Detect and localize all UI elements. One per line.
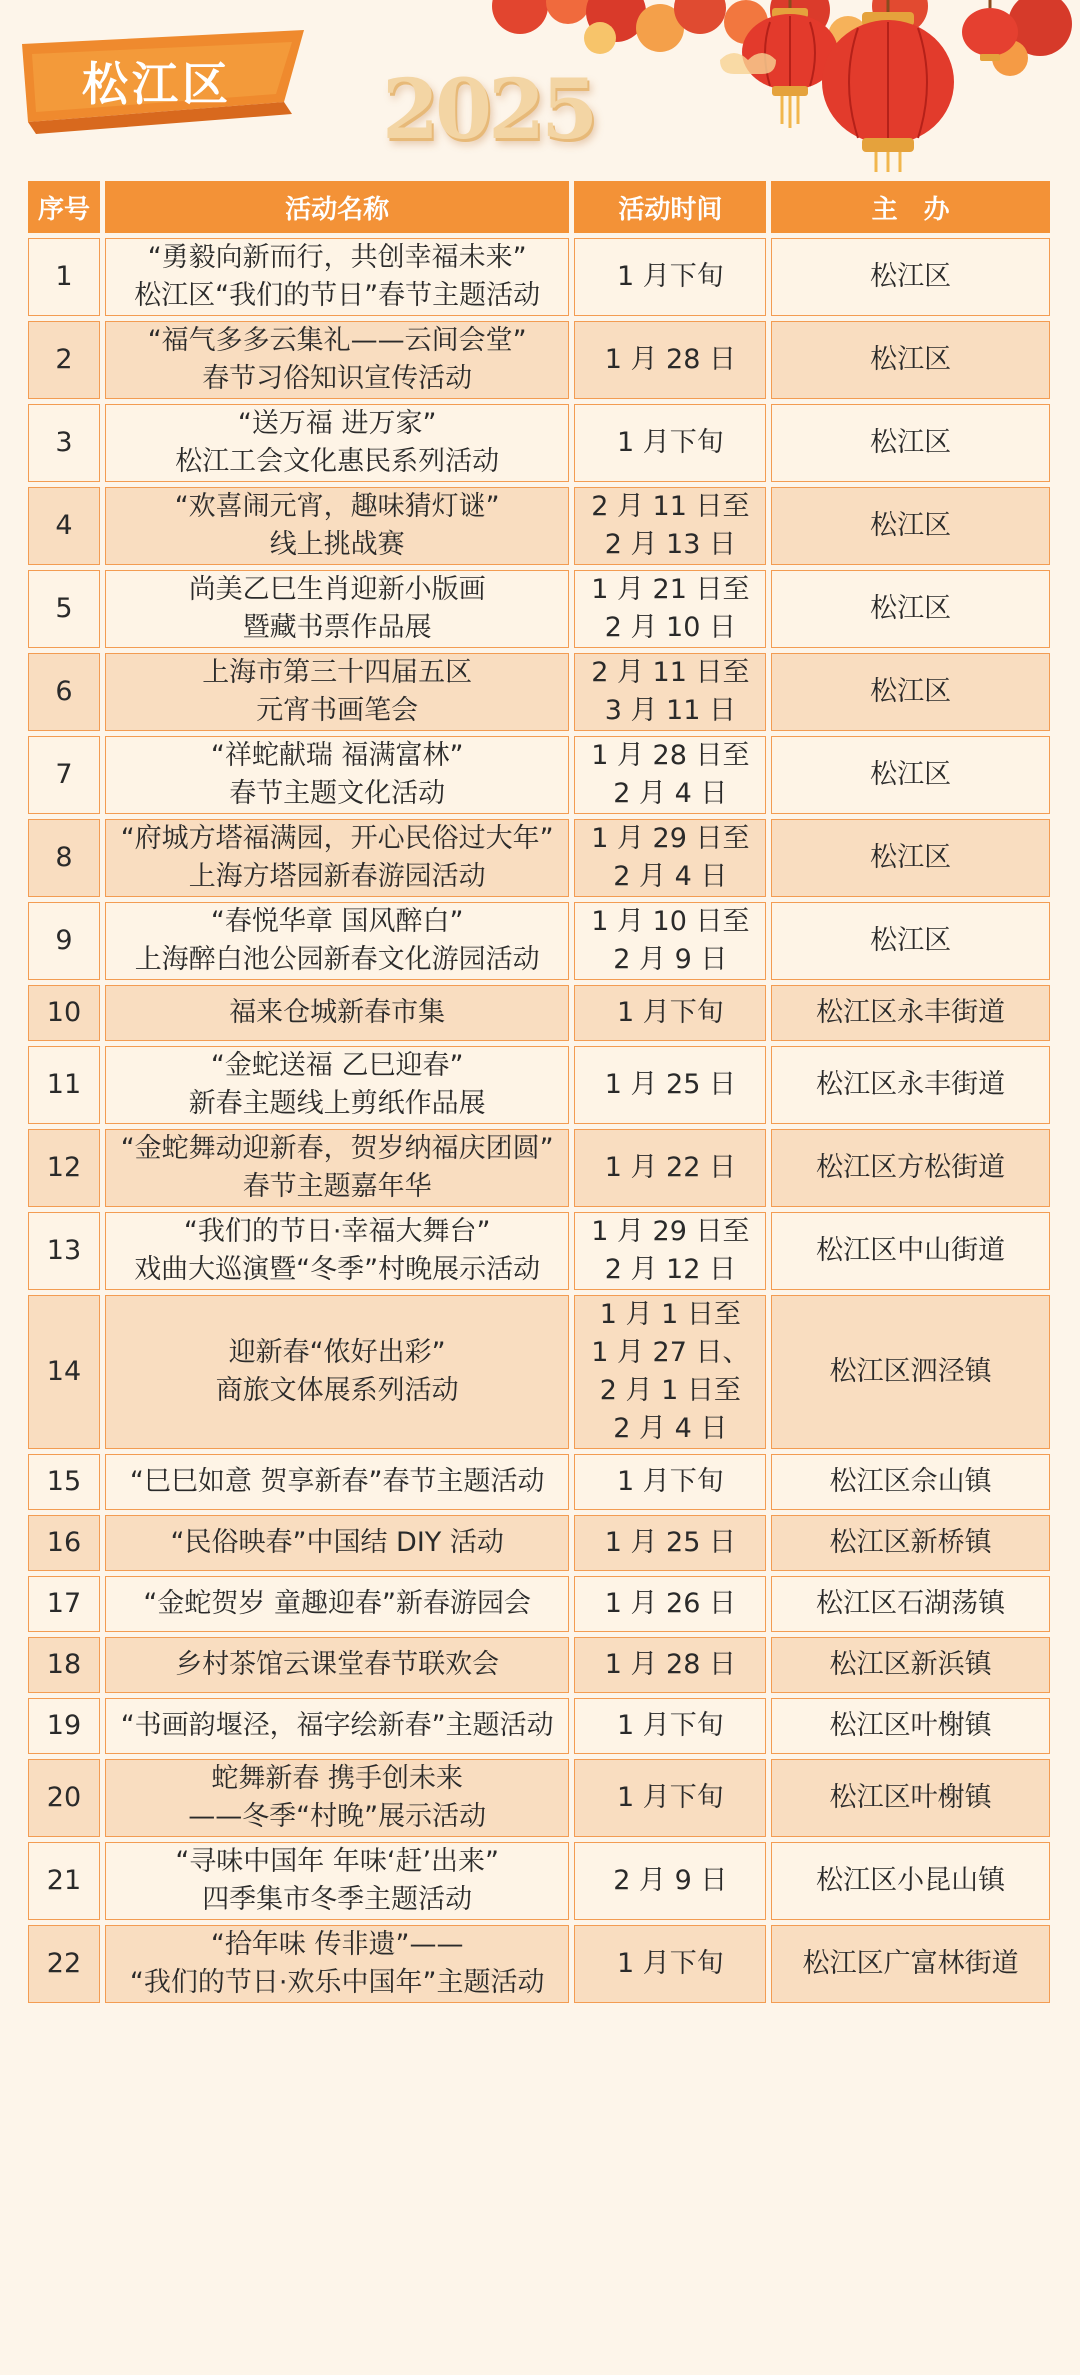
table-row — [28, 985, 1050, 1041]
activity-time-line: 1 月下旬 — [616, 427, 724, 458]
activity-name-line: 春节习俗知识宣传活动 — [202, 363, 473, 394]
activity-name-line: 上海方塔园新春游园活动 — [188, 861, 486, 892]
table-row — [28, 819, 1050, 897]
table-row — [28, 736, 1050, 814]
activity-name-line: 戏曲大巡演暨“冬季”村晚展示活动 — [134, 1254, 541, 1285]
activity-time-line: 1 月下旬 — [616, 1782, 724, 1813]
row-number: 19 — [28, 1698, 100, 1754]
table-row — [28, 487, 1050, 565]
activity-time-line: 2 月 9 日 — [613, 944, 728, 975]
row-number: 11 — [28, 1046, 100, 1124]
host-cell: 松江区中山街道 — [771, 1212, 1050, 1290]
activity-time-cell — [574, 1925, 766, 2003]
activity-time-line: 1 月 1 日至 — [599, 1299, 741, 1330]
activity-time-cell — [574, 1295, 766, 1449]
activity-time-line: 1 月 25 日 — [604, 1069, 736, 1100]
activity-name-line: “拾年味 传非遗”—— — [210, 1929, 464, 1960]
host-cell: 松江区 — [771, 819, 1050, 897]
activity-time-line: 1 月 10 日至 — [591, 906, 750, 937]
activity-name-line: 春节主题文化活动 — [229, 778, 446, 809]
activity-time-cell — [574, 1454, 766, 1510]
table-row — [28, 1295, 1050, 1449]
row-number: 12 — [28, 1129, 100, 1207]
activity-name-cell — [105, 1925, 570, 2003]
activity-name-cell — [105, 1576, 570, 1632]
host-cell: 松江区 — [771, 321, 1050, 399]
table-row — [28, 1576, 1050, 1632]
table-row — [28, 1698, 1050, 1754]
activity-time-cell — [574, 1759, 766, 1837]
activity-time-cell — [574, 238, 766, 316]
host-cell: 松江区叶榭镇 — [771, 1759, 1050, 1837]
host-cell: 松江区永丰街道 — [771, 1046, 1050, 1124]
activity-time-cell — [574, 321, 766, 399]
activity-time-cell — [574, 902, 766, 980]
activity-name-line: 松江区“我们的节日”春节主题活动 — [134, 280, 541, 311]
header-time: 活动时间 — [574, 181, 766, 233]
activity-time-cell — [574, 1046, 766, 1124]
activity-name-cell — [105, 570, 570, 648]
activity-time-cell — [574, 985, 766, 1041]
activity-time-line: 1 月下旬 — [616, 1948, 724, 1979]
header-banner — [0, 0, 1080, 172]
activity-time-line: 2 月 10 日 — [604, 612, 736, 643]
activity-name-line: “府城方塔福满园，开心民俗过大年” — [120, 823, 554, 854]
activity-name-line: “书画韵堰泾，福字绘新春”主题活动 — [120, 1710, 554, 1741]
host-cell: 松江区新浜镇 — [771, 1637, 1050, 1693]
activity-name-cell — [105, 1212, 570, 1290]
row-number: 1 — [28, 238, 100, 316]
activity-name-line: 蛇舞新春 携手创未来 — [211, 1763, 463, 1794]
activity-name-line: “送万福 进万家” — [237, 408, 437, 439]
activity-name-line: 尚美乙巳生肖迎新小版画 — [188, 574, 486, 605]
row-number: 17 — [28, 1576, 100, 1632]
activity-time-line: 1 月 28 日 — [604, 344, 736, 375]
activity-time-cell — [574, 819, 766, 897]
table-row — [28, 321, 1050, 399]
activity-time-line: 1 月 22 日 — [604, 1152, 736, 1183]
activity-name-cell — [105, 487, 570, 565]
row-number: 2 — [28, 321, 100, 399]
activity-name-line: 松江工会文化惠民系列活动 — [175, 446, 500, 477]
activity-name-line: 福来仓城新春市集 — [229, 997, 446, 1028]
activity-time-line: 2 月 13 日 — [604, 529, 736, 560]
activity-name-line: ——冬季“村晚”展示活动 — [188, 1801, 487, 1832]
row-number: 4 — [28, 487, 100, 565]
host-cell: 松江区永丰街道 — [771, 985, 1050, 1041]
activity-name-cell — [105, 1698, 570, 1754]
activity-table — [23, 176, 1055, 2008]
host-cell: 松江区泗泾镇 — [771, 1295, 1050, 1449]
year-label: 2025 — [382, 62, 595, 158]
activity-time-cell — [574, 1515, 766, 1571]
activity-name-cell — [105, 1046, 570, 1124]
activity-name-line: 迎新春“侬好出彩” — [228, 1337, 446, 1368]
activity-time-cell — [574, 736, 766, 814]
activity-time-line: 1 月 29 日至 — [591, 823, 750, 854]
table-row — [28, 1046, 1050, 1124]
table-row — [28, 1129, 1050, 1207]
district-title: 松江区 — [82, 57, 232, 111]
activity-name-line: “民俗映春”中国结 DIY 活动 — [170, 1527, 504, 1558]
host-cell: 松江区小昆山镇 — [771, 1842, 1050, 1920]
activity-time-cell — [574, 1842, 766, 1920]
row-number: 22 — [28, 1925, 100, 2003]
activity-name-line: 暨藏书票作品展 — [242, 612, 432, 643]
activity-name-line: “春悦华章 国风醉白” — [210, 906, 464, 937]
activity-name-cell — [105, 985, 570, 1041]
activity-time-cell — [574, 653, 766, 731]
host-cell: 松江区叶榭镇 — [771, 1698, 1050, 1754]
activity-time-cell — [574, 1576, 766, 1632]
host-cell: 松江区新桥镇 — [771, 1515, 1050, 1571]
row-number: 6 — [28, 653, 100, 731]
host-cell: 松江区 — [771, 570, 1050, 648]
activity-name-line: “寻味中国年 年味‘赶’出来” — [175, 1846, 500, 1877]
activity-name-line: 上海市第三十四届五区 — [202, 657, 473, 688]
activity-name-line: 春节主题嘉年华 — [242, 1171, 432, 1202]
activity-name-cell — [105, 1759, 570, 1837]
activity-time-cell — [574, 487, 766, 565]
activity-name-line: “金蛇贺岁 童趣迎春”新春游园会 — [143, 1588, 531, 1619]
activity-time-line: 1 月下旬 — [616, 1466, 724, 1497]
activity-name-cell — [105, 819, 570, 897]
table-body — [28, 238, 1050, 2003]
activity-name-cell — [105, 404, 570, 482]
table-header — [28, 181, 1050, 233]
row-number: 5 — [28, 570, 100, 648]
header-no: 序号 — [28, 181, 100, 233]
activity-time-line: 1 月 26 日 — [604, 1588, 736, 1619]
activity-name-cell — [105, 1129, 570, 1207]
activity-name-cell — [105, 902, 570, 980]
activity-time-cell — [574, 404, 766, 482]
activity-name-line: “欢喜闹元宵，趣味猜灯谜” — [174, 491, 500, 522]
activity-name-cell — [105, 321, 570, 399]
row-number: 14 — [28, 1295, 100, 1449]
host-cell: 松江区 — [771, 736, 1050, 814]
host-cell: 松江区佘山镇 — [771, 1454, 1050, 1510]
row-number: 9 — [28, 902, 100, 980]
activity-name-cell — [105, 1454, 570, 1510]
host-cell: 松江区 — [771, 238, 1050, 316]
row-number: 15 — [28, 1454, 100, 1510]
activity-name-cell — [105, 1842, 570, 1920]
host-cell: 松江区 — [771, 653, 1050, 731]
activity-name-line: 上海醉白池公园新春文化游园活动 — [134, 944, 540, 975]
activity-time-line: 3 月 11 日 — [604, 695, 736, 726]
activity-time-line: 1 月 21 日至 — [591, 574, 750, 605]
activity-name-line: “祥蛇献瑞 福满富林” — [210, 740, 464, 771]
activity-name-cell — [105, 1637, 570, 1693]
table-row — [28, 902, 1050, 980]
table-row — [28, 653, 1050, 731]
row-number: 10 — [28, 985, 100, 1041]
table-row — [28, 1454, 1050, 1510]
activity-name-cell — [105, 653, 570, 731]
host-cell: 松江区石湖荡镇 — [771, 1576, 1050, 1632]
activity-time-line: 2 月 12 日 — [604, 1254, 736, 1285]
table-row — [28, 1212, 1050, 1290]
activity-name-line: “金蛇送福 乙巳迎春” — [210, 1050, 464, 1081]
activity-name-line: “巳巳如意 贺享新春”春节主题活动 — [129, 1466, 545, 1497]
row-number: 13 — [28, 1212, 100, 1290]
activity-time-line: 2 月 11 日至 — [591, 491, 750, 522]
header-host: 主 办 — [771, 181, 1050, 233]
activity-name-line: “福气多多云集礼——云间会堂” — [147, 325, 527, 356]
activity-time-line: 2 月 9 日 — [613, 1865, 728, 1896]
table-row — [28, 1637, 1050, 1693]
table-row — [28, 1842, 1050, 1920]
activity-time-line: 2 月 4 日 — [613, 778, 728, 809]
activity-name-cell — [105, 238, 570, 316]
activity-name-line: 线上挑战赛 — [269, 529, 405, 560]
activity-time-cell — [574, 1637, 766, 1693]
activity-name-line: 商旅文体展系列活动 — [215, 1375, 459, 1406]
activity-time-line: 1 月下旬 — [616, 1710, 724, 1741]
table-row — [28, 1759, 1050, 1837]
activity-name-line: 乡村茶馆云课堂春节联欢会 — [175, 1649, 500, 1680]
activity-time-line: 2 月 4 日 — [613, 861, 728, 892]
activity-time-line: 1 月 25 日 — [604, 1527, 736, 1558]
activity-time-line: 1 月下旬 — [616, 997, 724, 1028]
activity-name-cell — [105, 1295, 570, 1449]
row-number: 3 — [28, 404, 100, 482]
activity-time-cell — [574, 1212, 766, 1290]
activity-name-line: “勇毅向新而行，共创幸福未来” — [147, 242, 527, 273]
activity-time-line: 1 月 27 日、 — [591, 1337, 750, 1368]
row-number: 20 — [28, 1759, 100, 1837]
host-cell: 松江区 — [771, 487, 1050, 565]
host-cell: 松江区广富林街道 — [771, 1925, 1050, 2003]
row-number: 7 — [28, 736, 100, 814]
activity-name-line: “金蛇舞动迎新春，贺岁纳福庆团圆” — [120, 1133, 554, 1164]
activity-time-cell — [574, 1698, 766, 1754]
district-tag — [22, 30, 312, 140]
activity-name-cell — [105, 1515, 570, 1571]
activity-name-cell — [105, 736, 570, 814]
host-cell: 松江区 — [771, 404, 1050, 482]
activity-name-line: “我们的节日·幸福大舞台” — [183, 1216, 491, 1247]
table-row — [28, 238, 1050, 316]
activity-name-line: 元宵书画笔会 — [256, 695, 419, 726]
activity-time-line: 2 月 4 日 — [613, 1413, 728, 1444]
host-cell: 松江区方松街道 — [771, 1129, 1050, 1207]
activity-name-line: 新春主题线上剪纸作品展 — [188, 1088, 486, 1119]
activity-time-cell — [574, 570, 766, 648]
row-number: 8 — [28, 819, 100, 897]
header-name: 活动名称 — [105, 181, 570, 233]
activity-time-line: 1 月 28 日 — [604, 1649, 736, 1680]
row-number: 18 — [28, 1637, 100, 1693]
activity-name-line: “我们的节日·欢乐中国年”主题活动 — [129, 1967, 545, 1998]
activity-time-line: 1 月 28 日至 — [591, 740, 750, 771]
activity-time-line: 2 月 1 日至 — [599, 1375, 741, 1406]
activity-time-line: 1 月下旬 — [616, 261, 724, 292]
activity-time-line: 1 月 29 日至 — [591, 1216, 750, 1247]
activity-name-line: 四季集市冬季主题活动 — [202, 1884, 473, 1915]
activity-time-line: 2 月 11 日至 — [591, 657, 750, 688]
row-number: 16 — [28, 1515, 100, 1571]
table-row — [28, 1925, 1050, 2003]
table-row — [28, 1515, 1050, 1571]
table-row — [28, 570, 1050, 648]
host-cell: 松江区 — [771, 902, 1050, 980]
row-number: 21 — [28, 1842, 100, 1920]
activity-time-cell — [574, 1129, 766, 1207]
table-row — [28, 404, 1050, 482]
